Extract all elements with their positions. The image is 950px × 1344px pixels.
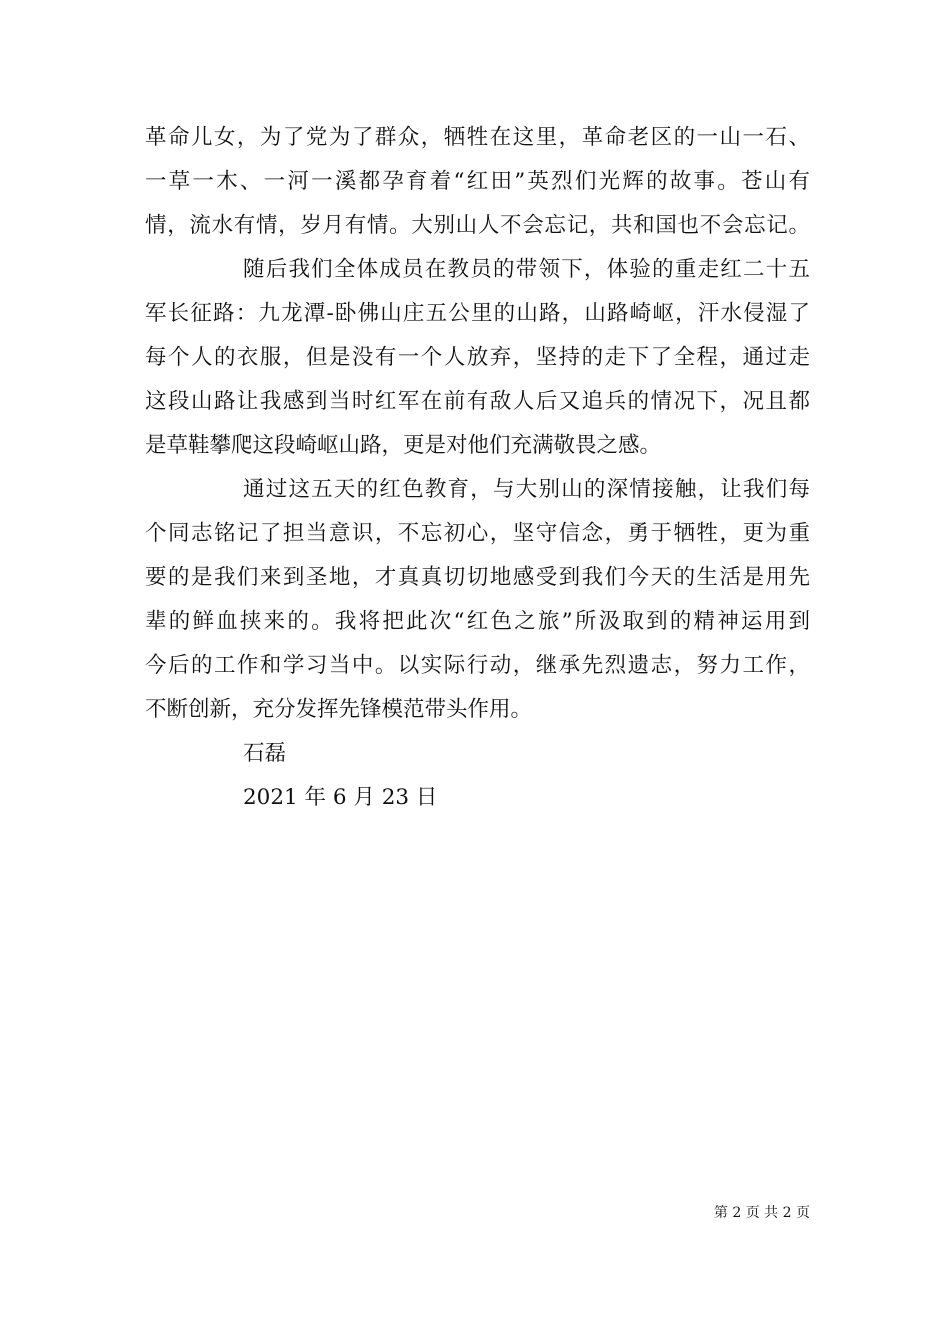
paragraph-2-line-2: 军长征路：九龙潭-卧佛山庄五公里的山路，山路崎岖，汗水侵湿了: [145, 301, 810, 326]
page-number: 第 2 页 共 2 页: [713, 1205, 810, 1221]
paragraph-1-line-3: 情，流水有情，岁月有情。大别山人不会忘记，共和国也不会忘记。: [145, 213, 810, 238]
paragraph-3-line-1: 通过这五天的红色教育，与大别山的深情接触，让我们每: [243, 477, 810, 502]
paragraph-3-line-6: 不断创新，充分发挥先锋模范带头作用。: [145, 697, 533, 722]
paragraph-2-line-5: 是草鞋攀爬这段崎岖山路，更是对他们充满敬畏之感。: [145, 433, 662, 458]
date: 2021 年 6 月 23 日: [243, 785, 438, 810]
paragraph-1-line-1: 革命儿女，为了党为了群众，牺牲在这里，革命老区的一山一石、: [145, 125, 810, 150]
paragraph-2-line-4: 这段山路让我感到当时红军在前有敌人后又追兵的情况下，况且都: [145, 389, 810, 414]
signature: 石磊: [243, 741, 287, 766]
paragraph-3-line-5: 今后的工作和学习当中。以实际行动，继承先烈遗志，努力工作，: [145, 653, 810, 678]
paragraph-2-line-1: 随后我们全体成员在教员的带领下，体验的重走红二十五: [243, 257, 810, 282]
paragraph-3-line-4: 辈的鲜血挟来的。我将把此次“红色之旅”所汲取到的精神运用到: [145, 609, 810, 634]
document-body: [145, 116, 810, 820]
paragraph-2-line-3: 每个人的衣服，但是没有一个人放弃，坚持的走下了全程，通过走: [145, 345, 810, 370]
paragraph-3-line-2: 个同志铭记了担当意识，不忘初心，坚守信念，勇于牺牲，更为重: [145, 521, 810, 546]
paragraph-3-line-3: 要的是我们来到圣地，才真真切切地感受到我们今天的生活是用先: [145, 565, 810, 590]
paragraph-1-line-2: 一草一木、一河一溪都孕育着“红田”英烈们光辉的故事。苍山有: [145, 169, 810, 194]
